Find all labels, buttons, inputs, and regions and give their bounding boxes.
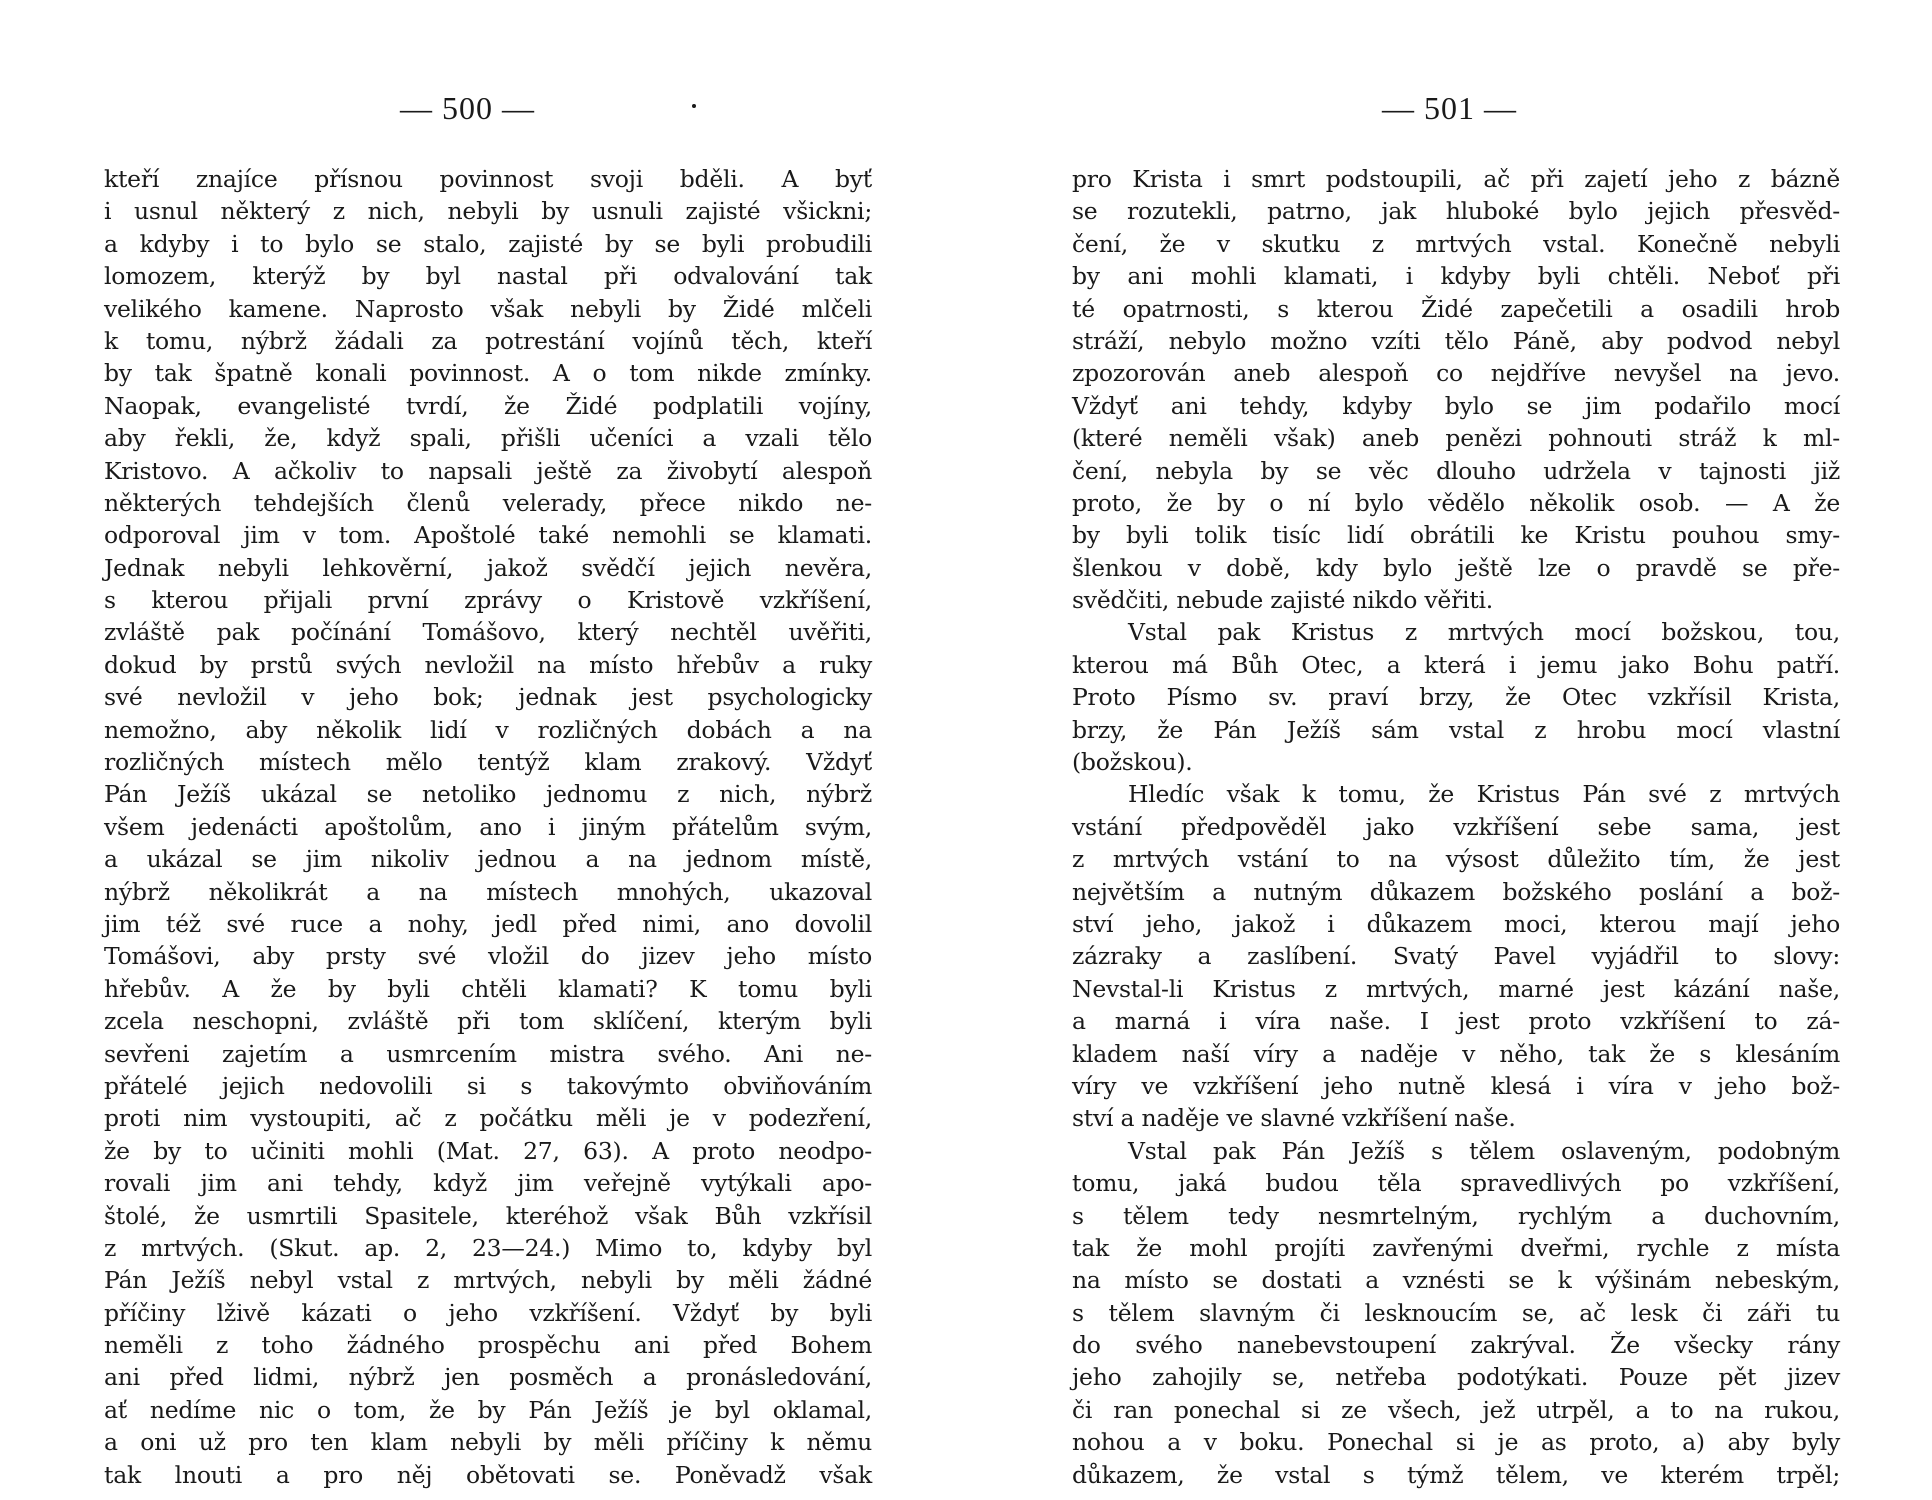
- text-line: a marná i víra naše. I jest proto vzkříšení to zá-: [1072, 1007, 1840, 1036]
- text-line: (které neměli však) aneb penězi pohnouti stráž k ml-: [1072, 424, 1840, 453]
- text-line: přátelé jejich nedovolili si s takovýmto obviňováním: [104, 1071, 872, 1100]
- text-line: nýbrž několikrát a na místech mnohých, ukazoval: [104, 877, 872, 906]
- text-line: ství jeho, jakož i důkazem moci, kterou mají jeho: [1072, 909, 1840, 938]
- text-line: štolé, že usmrtili Spasitele, kteréhož však Bůh vzkřísil: [104, 1201, 872, 1230]
- text-line: Proto Písmo sv. praví brzy, že Otec vzkřísil Krista,: [1072, 683, 1840, 712]
- text-line: kterou má Bůh Otec, a která i jemu jako Bohu patří.: [1072, 650, 1840, 679]
- text-line: z mrtvých vstání to na výsost důležito tím, že jest: [1072, 845, 1840, 874]
- text-line: Tomášovi, aby prsty své vložil do jizev jeho místo: [104, 942, 872, 971]
- text-line: Vždyť ani tehdy, kdyby bylo se jim podařilo mocí: [1072, 391, 1840, 420]
- text-line: největším a nutným důkazem božského poslání a bož-: [1072, 877, 1840, 906]
- text-line: svědčiti, nebude zajisté nikdo věřiti.: [1072, 586, 1493, 615]
- text-line: zvláště pak počínání Tomášovo, který nechtěl uvěřiti,: [104, 618, 872, 647]
- text-line: do svého nanebevstoupení zakrýval. Že všecky rány: [1072, 1331, 1840, 1360]
- text-line: ství a naděje ve slavné vzkříšení naše.: [1072, 1104, 1516, 1133]
- text-line: čení, nebyla by se věc dlouho udržela v tajnosti již: [1072, 456, 1840, 485]
- text-line: vstání předpověděl jako vzkříšení sebe sama, jest: [1072, 812, 1840, 841]
- print-dot: [692, 104, 696, 108]
- text-line: Kristovo. A ačkoliv to napsali ještě za živobytí alespoň: [104, 456, 872, 485]
- text-line: rozličných místech mělo tentýž klam zrakový. Vždyť: [104, 748, 872, 777]
- text-line: kteří znajíce přísnou povinnost svoji bděli. A byť: [104, 165, 872, 193]
- text-line: jim též své ruce a nohy, jedl před nimi, ano dovolil: [104, 909, 872, 938]
- text-line: proto, že by o ní bylo vědělo několik osob. — A že: [1072, 488, 1840, 517]
- text-line: zpozorován aneb alespoň co nejdříve nevyšel na jevo.: [1072, 359, 1840, 388]
- text-line: lomozem, kterýž by byl nastal při odvalování tak: [104, 262, 872, 291]
- text-line: z mrtvých. (Skut. ap. 2, 23—24.) Mimo to, kdyby byl: [104, 1233, 872, 1262]
- text-line: že by to učiniti mohli (Mat. 27, 63). A proto neodpo-: [104, 1136, 872, 1165]
- text-line: Pán Ježíš nebyl vstal z mrtvých, nebyli by měli žádné: [104, 1266, 872, 1295]
- text-line: ani před lidmi, nýbrž jen posměch a pronásledování,: [104, 1363, 872, 1392]
- text-line: příčiny lživě kázati o jeho vzkříšení. Vždyť by byli: [104, 1298, 872, 1327]
- text-line: nohou a v boku. Ponechal si je as proto, a) aby byly: [1072, 1428, 1840, 1457]
- text-line: všem jedenácti apoštolům, ano i jiným přátelům svým,: [104, 812, 872, 841]
- text-line: s tělem tedy nesmrtelným, rychlým a duchovním,: [1072, 1201, 1840, 1230]
- text-line: proti nim vystoupiti, ač z počátku měli je v podezření,: [104, 1104, 872, 1133]
- text-line: brzy, že Pán Ježíš sám vstal z hrobu mocí vlastní: [1072, 715, 1840, 744]
- text-line: a oni už pro ten klam nebyli by měli příčiny k němu: [104, 1428, 872, 1457]
- text-line: s tělem slavným či lesknoucím se, ač lesk či záři tu: [1072, 1298, 1840, 1327]
- text-line: šlenkou v době, kdy bylo ještě lze o pravdě se pře-: [1072, 553, 1840, 582]
- text-line: své nevložil v jeho bok; jednak jest psychologicky: [104, 683, 872, 712]
- text-line: Nevstal-li Kristus z mrtvých, marné jest kázání naše,: [1072, 974, 1840, 1003]
- text-line: nemožno, aby několik lidí v rozličných dobách a na: [104, 715, 872, 744]
- text-line: zázraky a zaslíbení. Svatý Pavel vyjádřil to slovy:: [1072, 942, 1840, 971]
- text-line: či ran ponechal si ze všech, jež utrpěl, a to na rukou,: [1072, 1395, 1840, 1424]
- text-line: by ani mohli klamati, i kdyby byli chtěli. Neboť při: [1072, 262, 1840, 291]
- text-line: k tomu, nýbrž žádali za potrestání vojínů těch, kteří: [104, 326, 872, 355]
- text-line: Vstal pak Pán Ježíš s tělem oslaveným, podobným: [1128, 1136, 1840, 1165]
- text-line: sevřeni zajetím a usmrcením mistra svého. Ani ne-: [104, 1039, 872, 1068]
- text-line: i usnul některý z nich, nebyli by usnuli zajisté všickni;: [104, 197, 872, 226]
- page-number-right: — 501 —: [1382, 90, 1517, 126]
- text-line: tak že mohl projíti zavřenými dveřmi, rychle z místa: [1072, 1233, 1840, 1262]
- text-line: pro Krista i smrt podstoupili, ač při zajetí jeho z bázně: [1072, 165, 1840, 193]
- text-line: neměli z toho žádného prospěchu ani před Bohem: [104, 1331, 872, 1360]
- text-line: by byli tolik tisíc lidí obrátili ke Kristu pouhou smy-: [1072, 521, 1840, 550]
- text-line: čení, že v skutku z mrtvých vstal. Konečně nebyli: [1072, 229, 1840, 258]
- text-line: a ukázal se jim nikoliv jednou a na jednom místě,: [104, 845, 872, 874]
- text-line: důkazem, že vstal s týmž tělem, ve kterém trpěl;: [1072, 1460, 1840, 1489]
- text-line: dokud by prstů svých nevložil na místo hřebův a ruky: [104, 650, 872, 679]
- text-line: některých tehdejších členů velerady, přece nikdo ne-: [104, 488, 872, 517]
- text-line: velikého kamene. Naprosto však nebyli by Židé mlčeli: [104, 294, 872, 323]
- text-line: Jednak nebyli lehkověrní, jakož svědčí jejich nevěra,: [104, 553, 872, 582]
- text-line: a kdyby i to bylo se stalo, zajisté by se byli probudili: [104, 229, 872, 258]
- text-line: by tak špatně konali povinnost. A o tom nikde zmínky.: [104, 359, 872, 388]
- text-line: Naopak, evangelisté tvrdí, že Židé podplatili vojíny,: [104, 391, 872, 420]
- text-line: víry ve vzkříšení jeho nutně klesá i víra v jeho bož-: [1072, 1071, 1840, 1100]
- text-line: hřebův. A že by byli chtěli klamati? K tomu byli: [104, 974, 872, 1003]
- text-line: ať nedíme nic o tom, že by Pán Ježíš je byl oklamal,: [104, 1395, 872, 1424]
- text-line: tak lnouti a pro něj obětovati se. Poněvadž však: [104, 1460, 872, 1489]
- text-line: jeho zahojily se, netřeba podotýkati. Pouze pět jizev: [1072, 1363, 1840, 1392]
- text-line: s kterou přijali první zprávy o Kristově vzkříšení,: [104, 586, 872, 615]
- text-line: Vstal pak Kristus z mrtvých mocí božskou, tou,: [1128, 618, 1840, 647]
- left-page-text: [104, 163, 872, 1491]
- text-line: (božskou).: [1072, 748, 1193, 777]
- text-line: odporoval jim v tom. Apoštolé také nemohli se klamati.: [104, 521, 872, 550]
- text-line: zcela neschopni, zvláště při tom sklíčení, kterým byli: [104, 1007, 872, 1036]
- text-line: se rozutekli, patrno, jak hluboké bylo jejich přesvěd-: [1072, 197, 1840, 226]
- text-line: aby řekli, že, když spali, přišli učeníci a vzali tělo: [104, 424, 872, 453]
- text-line: Hledíc však k tomu, že Kristus Pán své z mrtvých: [1128, 780, 1840, 809]
- page-number-left: — 500 —: [400, 90, 535, 126]
- text-line: rovali jim ani tehdy, když jim veřejně vytýkali apo-: [104, 1169, 872, 1198]
- text-line: stráží, nebylo možno vzíti tělo Páně, aby podvod nebyl: [1072, 326, 1840, 355]
- text-line: té opatrnosti, s kterou Židé zapečetili a osadili hrob: [1072, 294, 1840, 323]
- text-line: na místo se dostati a vznésti se k výšinám nebeským,: [1072, 1266, 1840, 1295]
- text-line: Pán Ježíš ukázal se netoliko jednomu z nich, nýbrž: [104, 780, 872, 809]
- right-page-text: [1072, 163, 1840, 1491]
- text-line: tomu, jaká budou těla spravedlivých po vzkříšení,: [1072, 1169, 1840, 1198]
- text-line: kladem naší víry a naděje v něho, tak že s klesáním: [1072, 1039, 1840, 1068]
